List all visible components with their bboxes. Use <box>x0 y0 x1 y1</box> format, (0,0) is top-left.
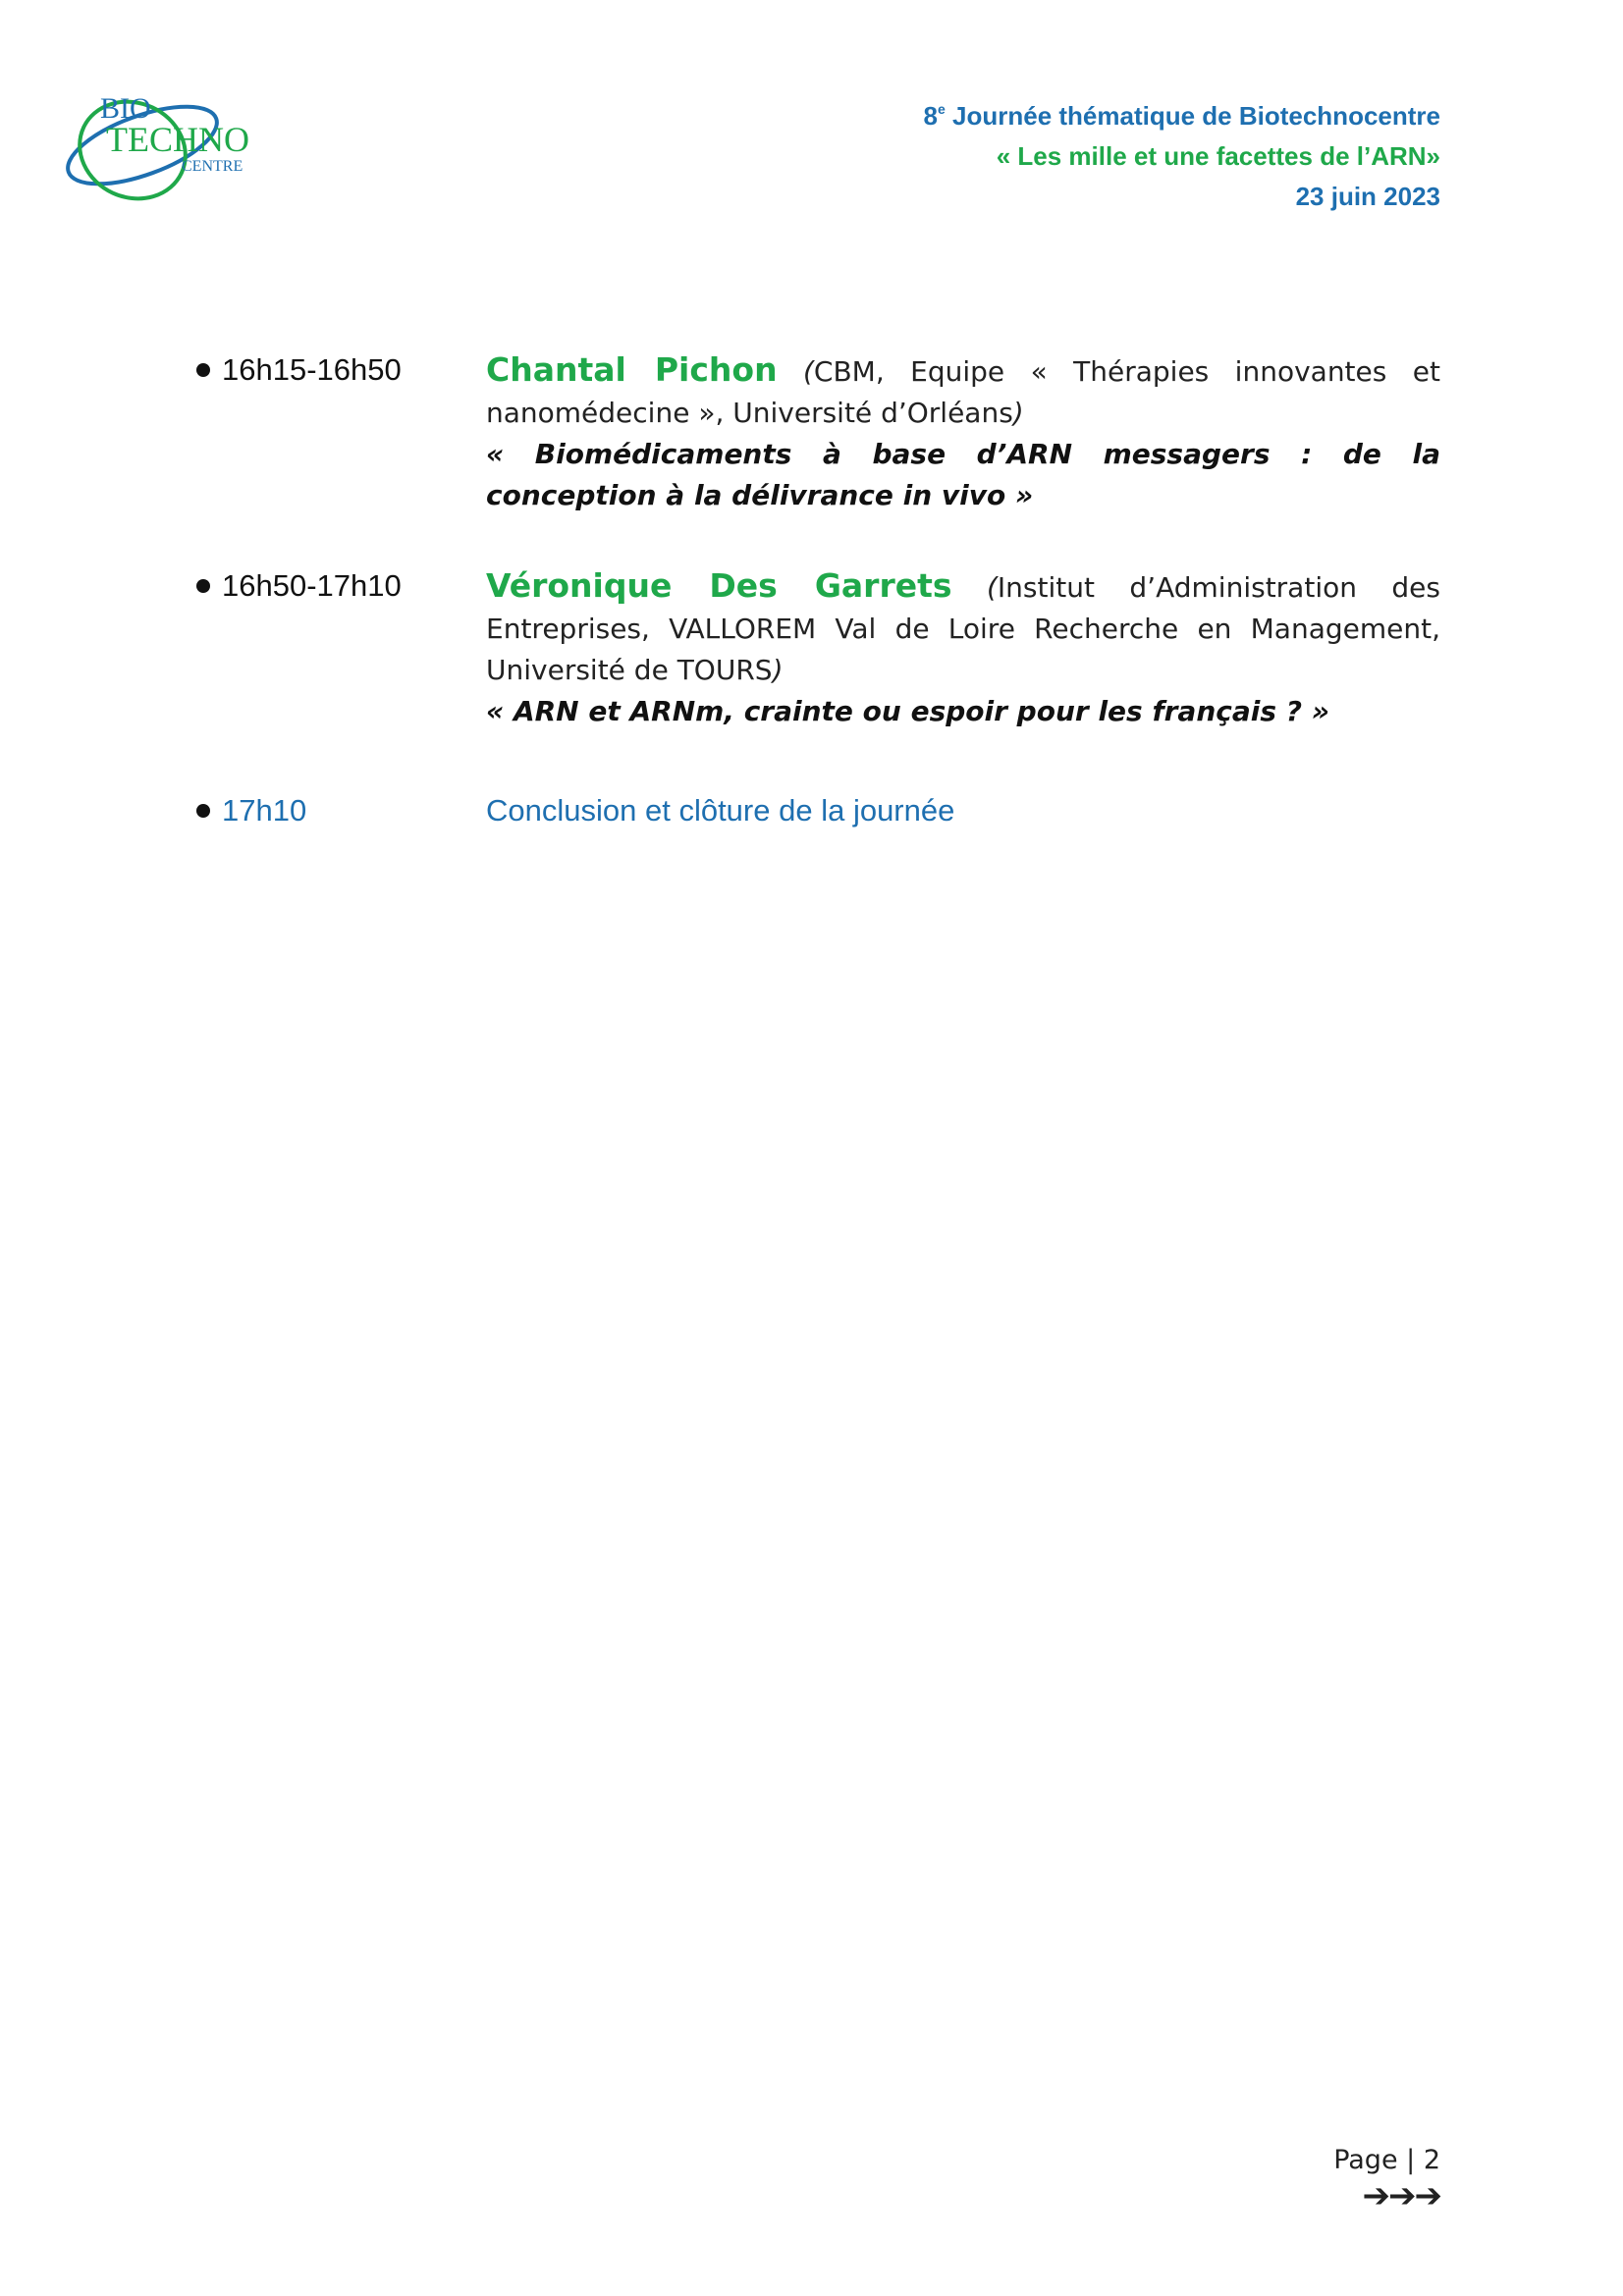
logo-centre: CENTRE <box>182 158 243 175</box>
entry-time: 17h10 <box>222 793 307 828</box>
entry-time: 16h15-16h50 <box>222 352 402 387</box>
biotechnocentre-logo <box>39 86 250 214</box>
entry-body: Véronique Des Garrets (Institut d’Administration des Entreprises, VALLOREM Val de Loire Recherche en Management, Université de TOURS) « ARN et ARNm, crainte ou espoir pour les français ? » <box>486 565 1440 732</box>
header-date: 23 juin 2023 <box>1295 182 1440 211</box>
speaker-affiliation: CBM, Equipe « Thérapies innovantes et nanomédecine », Université d’Orléans <box>486 355 1440 429</box>
logo-techno: TECHNO <box>106 120 249 159</box>
page-footer <box>1333 2142 1440 2216</box>
talk-title: « Biomédicaments à base d’ARN messagers : de la conception à la délivrance in vivo » <box>486 438 1440 511</box>
arrow-right-icon: ➔➔➔ <box>1362 2176 1440 2216</box>
page-header <box>924 96 1440 217</box>
speaker-name: Chantal Pichon <box>486 350 778 389</box>
entry-body: Chantal Pichon (CBM, Equipe « Thérapies innovantes et nanomédecine », Université d’Orléans) « Biomédicaments à base d’ARN messagers : de la conception à la délivrance in vivo » <box>486 349 1440 516</box>
bullet-icon <box>196 804 210 818</box>
bullet-icon <box>196 579 210 593</box>
speaker-name: Véronique Des Garrets <box>486 566 952 605</box>
page-number: Page | 2 <box>1333 2145 1440 2175</box>
entry-time: 16h50-17h10 <box>222 568 402 603</box>
header-line-2: « Les mille et une facettes de l’ARN» <box>996 141 1440 171</box>
bullet-icon <box>196 363 210 377</box>
conclusion-text: Conclusion et clôture de la journée <box>486 793 955 828</box>
header-line-1: 8e Journée thématique de Biotechnocentre <box>923 101 1440 131</box>
talk-title: « ARN et ARNm, crainte ou espoir pour les français ? » <box>486 695 1329 727</box>
speaker-affiliation: Institut d’Administration des Entreprises, VALLOREM Val de Loire Recherche en Management, Université de TOURS <box>486 571 1440 686</box>
logo-bio: BIO <box>100 92 151 125</box>
